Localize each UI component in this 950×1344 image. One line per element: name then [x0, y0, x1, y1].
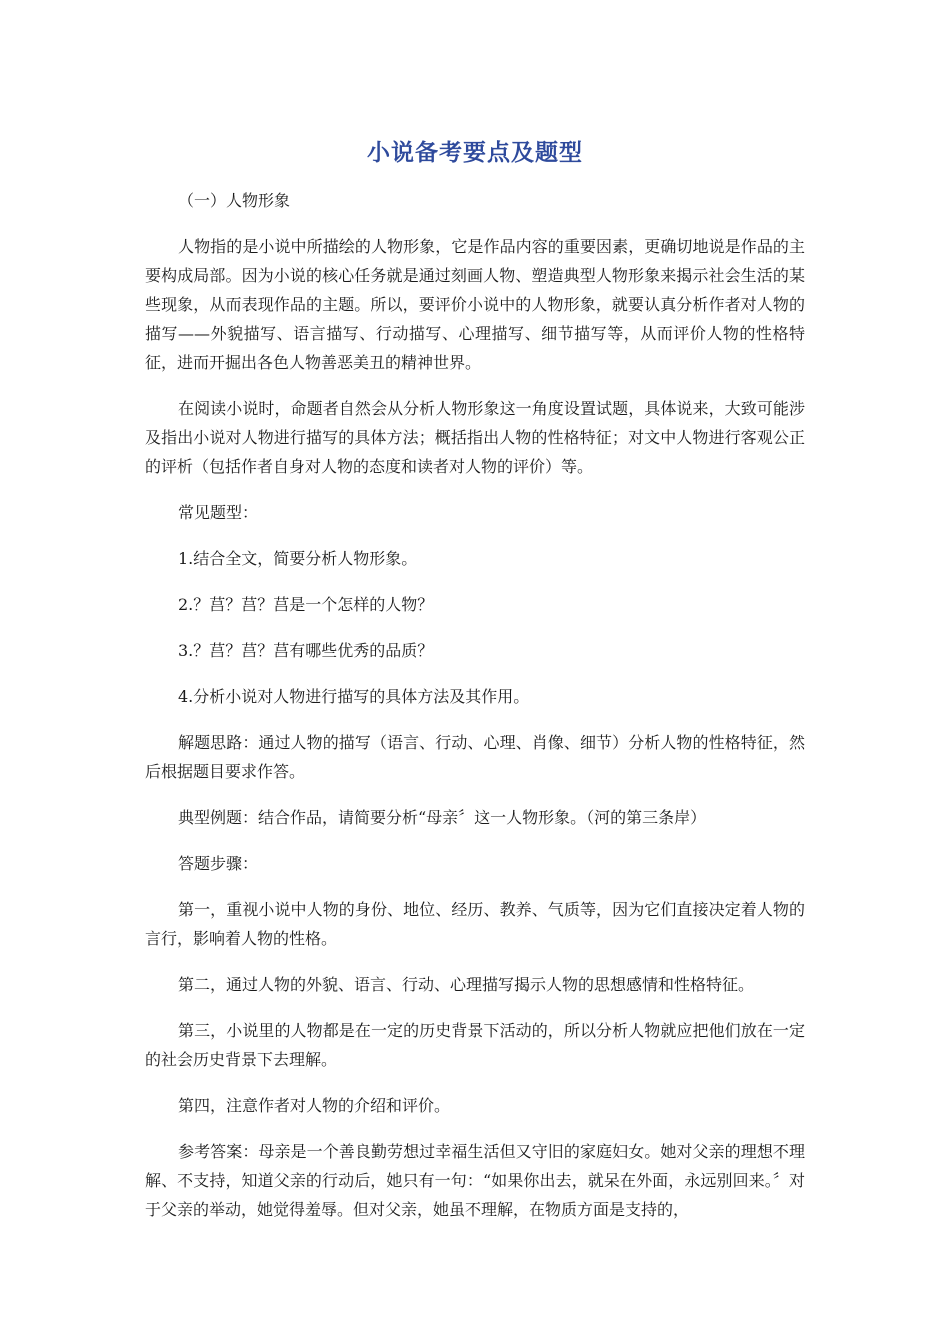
- paragraph: 第三，小说里的人物都是在一定的历史背景下活动的，所以分析人物就应把他们放在一定的社会历史背景下去理解。: [145, 1021, 805, 1069]
- list-item: 2.？莒？莒？莒是一个怎样的人物？: [178, 595, 434, 614]
- paragraph: 答题步骤：: [178, 854, 259, 873]
- paragraph: 典型例题：结合作品，请简要分析“母亲〞这一人物形象。（河的第三条岸）: [178, 808, 707, 827]
- paragraph: 第四，注意作者对人物的介绍和评价。: [178, 1096, 451, 1115]
- paragraph: 在阅读小说时，命题者自然会从分析人物形象这一角度设置试题，具体说来，大致可能涉及指出小说对人物进行描写的具体方法；概括指出人物的性格特征；对文中人物进行客观公正的评析（包括作者自身对人物的态度和读者对人物的评价）等。: [145, 399, 805, 476]
- document-body: [145, 186, 805, 1241]
- paragraph: 常见题型：: [178, 503, 259, 522]
- document-title: 小说备考要点及题型: [367, 140, 583, 166]
- paragraph: 人物指的是小说中所描绘的人物形象，它是作品内容的重要因素，更确切地说是作品的主要构成局部。因为小说的核心任务就是通过刻画人物、塑造典型人物形象来揭示社会生活的某些现象，从而表现作品的主题。所以，要评价小说中的人物形象，就要认真分析作者对人物的描写——外貌描写、语言描写、行动描写、心理描写、细节描写等，从而评价人物的性格特征，进而开掘出各色人物善恶美丑的精神世界。: [145, 237, 805, 372]
- list-item: 4.分析小说对人物进行描写的具体方法及其作用。: [178, 687, 530, 706]
- paragraph: 参考答案：母亲是一个善良勤劳想过幸福生活但又守旧的家庭妇女。她对父亲的理想不理解、不支持，知道父亲的行动后，她只有一句：“如果你出去，就呆在外面，永远别回来。〞对于父亲的举动，她觉得羞辱。但对父亲，她虽不理解，在物质方面是支持的，: [145, 1142, 805, 1219]
- list-item: 1.结合全文，简要分析人物形象。: [178, 549, 418, 568]
- paragraph: 第一，重视小说中人物的身份、地位、经历、教养、气质等，因为它们直接决定着人物的言行，影响着人物的性格。: [145, 900, 805, 948]
- list-item: 3.？莒？莒？莒有哪些优秀的品质？: [178, 641, 434, 660]
- paragraph: 解题思路：通过人物的描写（语言、行动、心理、肖像、细节）分析人物的性格特征，然后根据题目要求作答。: [145, 733, 805, 781]
- paragraph: 第二，通过人物的外貌、语言、行动、心理描写揭示人物的思想感情和性格特征。: [178, 975, 755, 994]
- section-heading: （一）人物形象: [178, 191, 291, 210]
